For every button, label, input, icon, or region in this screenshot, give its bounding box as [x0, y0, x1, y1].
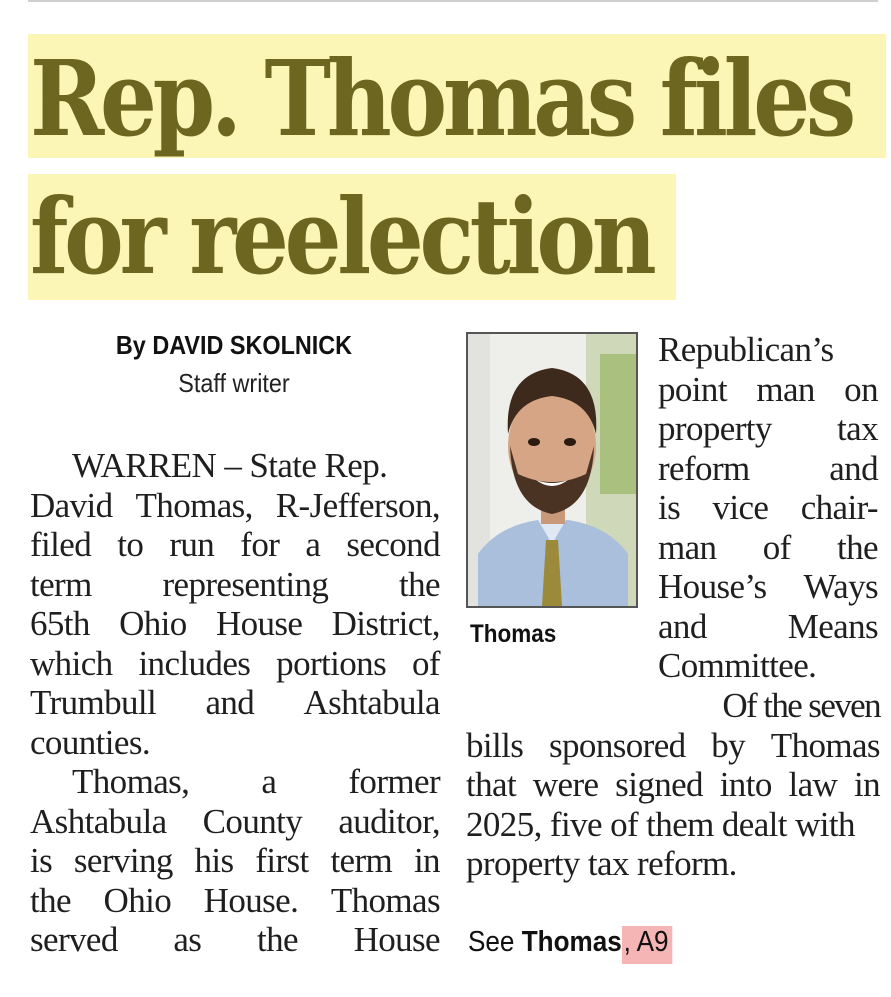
word: chair- [800, 488, 878, 527]
byline-role: Staff writer [178, 368, 290, 398]
text-line [658, 528, 878, 568]
text-line [30, 920, 440, 960]
headline-line-1: Rep. Thomas files [30, 37, 852, 160]
text-line [466, 765, 880, 805]
headline-line-2: for reelection [30, 175, 653, 298]
text-line: property tax reform. [466, 844, 737, 883]
word: former [348, 762, 440, 801]
word: Ashtabula [30, 801, 167, 841]
word: 65th [30, 604, 90, 643]
word: vice [712, 488, 769, 527]
word: serving [73, 841, 173, 880]
word: property [658, 409, 772, 448]
article-column-2-upper [658, 330, 878, 686]
headline [30, 30, 852, 306]
word: term [330, 841, 393, 880]
text-line: Committee. [658, 646, 817, 685]
word: House [353, 920, 440, 959]
word: County [202, 801, 303, 841]
text-line [658, 488, 878, 528]
text-line [30, 881, 440, 921]
word: run [169, 525, 215, 564]
text-line [30, 644, 440, 684]
word: were [532, 765, 599, 804]
word: is [30, 841, 53, 880]
word: Means [787, 606, 878, 646]
word: Ohio [119, 604, 187, 643]
text-line: Of the seven [722, 686, 880, 725]
word: of [412, 643, 440, 683]
text-line [30, 604, 440, 644]
text-line: 2025, five of them dealt with [466, 804, 855, 844]
word: tax [837, 409, 878, 448]
word: Thomas, [135, 485, 253, 525]
word: Thomas, [72, 762, 190, 801]
word: and [829, 448, 878, 488]
text-line [30, 841, 440, 881]
author-photo [466, 332, 638, 608]
word: man [658, 527, 717, 567]
word: man [756, 369, 815, 409]
word: Thomas [770, 725, 880, 765]
word: the [399, 564, 440, 604]
word: served [30, 920, 118, 959]
word: second [346, 525, 440, 564]
word: signed [615, 765, 703, 804]
word: for [240, 525, 280, 564]
word: includes [138, 643, 251, 683]
word: and [205, 683, 255, 722]
word: auditor, [338, 801, 440, 841]
word: a [305, 525, 321, 564]
word: Ohio [103, 880, 172, 920]
word: which [30, 643, 113, 683]
text-line [30, 683, 440, 723]
word: sponsored [549, 725, 686, 765]
word: his [194, 841, 234, 880]
article-column-2-lower [466, 686, 880, 884]
portrait-image [468, 334, 636, 606]
text-line [466, 726, 880, 766]
jump-page: , A9 [622, 926, 672, 964]
word: portions [276, 643, 387, 683]
text-line [30, 802, 440, 842]
word: Trumbull [30, 683, 157, 722]
word: of [762, 527, 791, 567]
top-rule [28, 0, 878, 2]
word: in [853, 765, 880, 804]
photo-caption: Thomas [470, 620, 557, 648]
word: filed [30, 525, 92, 564]
word: R-Jefferson, [275, 485, 440, 525]
article-column-1 [30, 446, 440, 960]
word: into [719, 765, 772, 804]
word: on [844, 369, 878, 409]
text-line: counties. [30, 722, 150, 762]
text-line [658, 567, 878, 607]
word: point [658, 369, 727, 409]
word: is [658, 488, 681, 527]
text-line [658, 607, 878, 647]
text-line [30, 762, 440, 802]
word: representing [162, 564, 329, 604]
word: reform [658, 448, 750, 488]
word: by [711, 725, 746, 765]
word: House [215, 604, 303, 643]
text-line: Republican’s [658, 330, 834, 369]
word: as [173, 920, 202, 959]
jump-line[interactable] [468, 926, 672, 959]
text-line [30, 525, 440, 565]
word: the [256, 920, 298, 959]
word: a [261, 762, 277, 801]
word: bills [466, 725, 524, 765]
word: that [466, 765, 517, 804]
text-line: WARREN – State Rep. [72, 446, 388, 485]
word: David [30, 485, 113, 525]
word: to [117, 525, 144, 564]
jump-see: See [468, 926, 515, 958]
word: House. [203, 880, 299, 920]
jump-name: Thomas [521, 926, 622, 958]
text-line [30, 486, 440, 526]
word: District, [331, 604, 440, 643]
text-line [658, 370, 878, 410]
word: the [30, 880, 71, 920]
word: Thomas [330, 880, 440, 920]
word: House’s [658, 567, 767, 606]
text-line [658, 409, 878, 449]
text-line [658, 449, 878, 489]
word: in [413, 841, 440, 880]
word: and [658, 606, 707, 646]
word: first [255, 841, 309, 880]
word: the [837, 527, 878, 567]
text-line [30, 565, 440, 605]
word: term [30, 564, 92, 604]
word: law [788, 765, 838, 804]
word: Ashtabula [303, 683, 440, 722]
word: Ways [803, 567, 878, 606]
byline-author: By DAVID SKOLNICK [115, 330, 353, 360]
